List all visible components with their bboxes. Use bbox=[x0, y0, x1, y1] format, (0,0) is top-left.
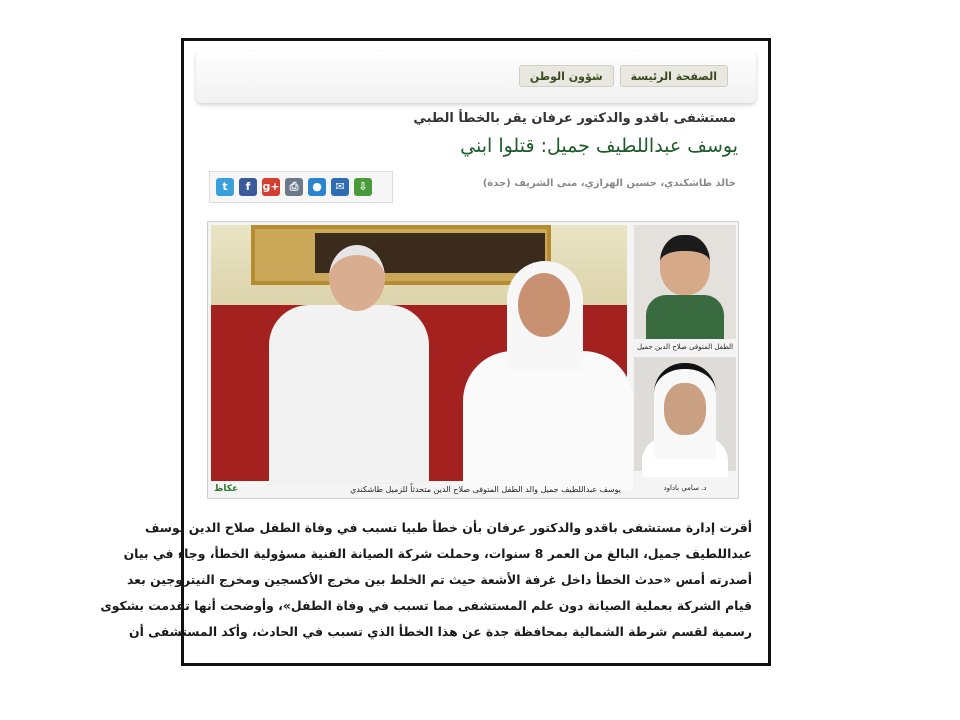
article-line: رسمية لقسم شرطة الشمالية بمحافظة جدة عن هذا الخطأ الذي تسبب في الحادث، وأكد المستشفى أن bbox=[129, 624, 752, 639]
print-icon[interactable]: ⎙ bbox=[285, 178, 303, 196]
okaz-logo: عكاظ bbox=[214, 484, 239, 494]
article-page bbox=[100, 41, 768, 663]
article-line: قيام الشركة بعملية الصيانة دون علم المستشفى مما تسبب في وفاة الطفل»، وأوضحت أنها تقدمت بشكوى bbox=[100, 598, 752, 613]
facebook-icon[interactable]: f bbox=[239, 178, 257, 196]
person-left bbox=[239, 245, 379, 481]
breadcrumb-section-link[interactable]: شؤون الوطن bbox=[519, 65, 614, 87]
boy-photo[interactable] bbox=[634, 225, 736, 339]
top-bar bbox=[196, 51, 756, 103]
article-headline: يوسف عبداللطيف جميل: قتلوا ابني bbox=[460, 135, 738, 157]
boy-photo-caption: الطفل المتوفى صلاح الدين جميل bbox=[636, 343, 734, 351]
article-line: أصدرته أمس «حدث الخطأ داخل غرفة الأشعة حيث تم الخلط بين مخرج الأكسجين ومخرج النيتروجين بعد bbox=[127, 572, 752, 587]
article-line: عبداللطيف جميل، البالغ من العمر 8 سنوات، وحملت شركة الصيانة الفنية مسؤولية الخطأ، وجاء في بيان bbox=[123, 546, 752, 561]
page-frame bbox=[100, 38, 771, 666]
share-toolbar bbox=[209, 171, 393, 203]
article-kicker: مستشفى باقدو والدكتور عرفان يقر بالخطأ الطبي bbox=[413, 111, 736, 126]
doctor-photo[interactable] bbox=[634, 357, 736, 471]
article-body bbox=[100, 515, 752, 645]
comment-icon[interactable]: ● bbox=[308, 178, 326, 196]
main-photo-caption: يوسف عبداللطيف جميل والد الطفل المتوفى صلاح الدين متحدثاً للزميل طاشكندي bbox=[350, 485, 621, 494]
article-line: أقرت إدارة مستشفى باقدو والدكتور عرفان بأن خطأ طبيا تسبب في وفاة الطفل صلاح الدين يوسف bbox=[145, 520, 752, 535]
google-plus-icon[interactable]: g+ bbox=[262, 178, 280, 196]
main-photo[interactable] bbox=[211, 225, 627, 481]
save-icon[interactable]: ⇩ bbox=[354, 178, 372, 196]
breadcrumb-home-link[interactable]: الصفحة الرئيسة bbox=[620, 65, 728, 87]
breadcrumb bbox=[519, 65, 728, 87]
article-byline: خالد طاشكندي، حسين الهزازي، منى الشريف (جدة) bbox=[482, 178, 736, 189]
photo-block bbox=[207, 221, 739, 499]
email-icon[interactable]: ✉ bbox=[331, 178, 349, 196]
doctor-photo-caption: د. سامي باداود bbox=[663, 484, 707, 492]
twitter-icon[interactable]: t bbox=[216, 178, 234, 196]
person-right bbox=[423, 261, 623, 481]
